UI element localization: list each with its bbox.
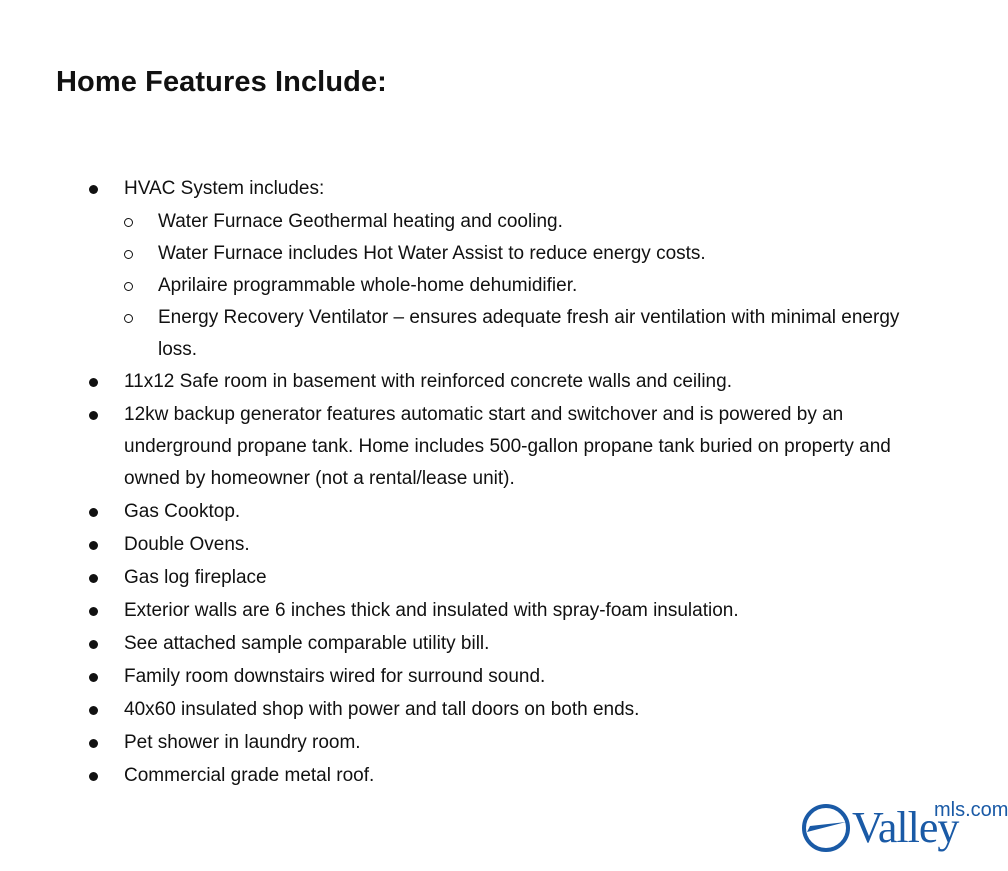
bullet-icon — [89, 541, 98, 550]
list-item-text: Double Ovens. — [124, 534, 250, 555]
bullet-icon — [89, 185, 98, 194]
list-item — [0, 760, 996, 792]
bullet-icon — [89, 772, 98, 781]
hollow-bullet-icon — [124, 250, 133, 259]
page-title: Home Features Include: — [56, 66, 387, 98]
hollow-bullet-icon — [124, 282, 133, 291]
list-item — [0, 727, 996, 759]
hollow-bullet-icon — [124, 218, 133, 227]
bullet-icon — [89, 574, 98, 583]
list-item — [0, 562, 996, 594]
valley-swoosh-icon — [800, 802, 852, 854]
list-item-text: Family room downstairs wired for surround sound. — [124, 666, 546, 687]
list-item-text: Pet shower in laundry room. — [124, 732, 361, 753]
sub-list-item-text: Energy Recovery Ventilator – ensures adequate fresh air ventilation with minimal energy loss. — [158, 307, 900, 360]
list-item — [0, 366, 996, 398]
list-item-text: HVAC System includes: — [124, 178, 325, 199]
list-item — [0, 173, 996, 205]
list-item-text: Gas log fireplace — [124, 567, 267, 588]
list-item — [0, 661, 996, 693]
sub-list-item — [0, 206, 996, 238]
list-item-text: 40x60 insulated shop with power and tall doors on both ends. — [124, 699, 640, 720]
list-item-text: Exterior walls are 6 inches thick and insulated with spray-foam insulation. — [124, 600, 739, 621]
sub-list-item-text: Aprilaire programmable whole-home dehumidifier. — [158, 275, 578, 296]
list-item-text: 11x12 Safe room in basement with reinforced concrete walls and ceiling. — [124, 371, 732, 392]
sub-list-item — [0, 238, 996, 270]
list-item-text: See attached sample comparable utility bill. — [124, 633, 490, 654]
bullet-icon — [89, 673, 98, 682]
sub-list-item — [0, 302, 996, 366]
logo-suffix: mls.com — [934, 799, 1008, 821]
list-item — [0, 529, 996, 561]
bullet-icon — [89, 508, 98, 517]
list-item — [0, 628, 996, 660]
list-item-text: 12kw backup generator features automatic start and switchover and is powered by an underground propane tank. Home includes 500-gallon propane tank buried on property and owned by homeowner (not a rental/lease unit). — [124, 404, 891, 489]
list-item — [0, 595, 996, 627]
bullet-icon — [89, 739, 98, 748]
list-item — [0, 399, 996, 495]
list-item — [0, 496, 996, 528]
list-item-text: Gas Cooktop. — [124, 501, 241, 522]
list-item-text: Commercial grade metal roof. — [124, 765, 375, 786]
sub-list-item — [0, 270, 996, 302]
valleymls-logo — [800, 798, 1008, 858]
sub-list-item-text: Water Furnace Geothermal heating and cooling. — [158, 211, 563, 232]
feature-list — [0, 173, 996, 793]
sub-list-item-text: Water Furnace includes Hot Water Assist to reduce energy costs. — [158, 243, 706, 264]
bullet-icon — [89, 411, 98, 420]
list-item — [0, 694, 996, 726]
bullet-icon — [89, 607, 98, 616]
bullet-icon — [89, 378, 98, 387]
hollow-bullet-icon — [124, 314, 133, 323]
logo-word: Valley — [852, 803, 959, 852]
bullet-icon — [89, 706, 98, 715]
bullet-icon — [89, 640, 98, 649]
